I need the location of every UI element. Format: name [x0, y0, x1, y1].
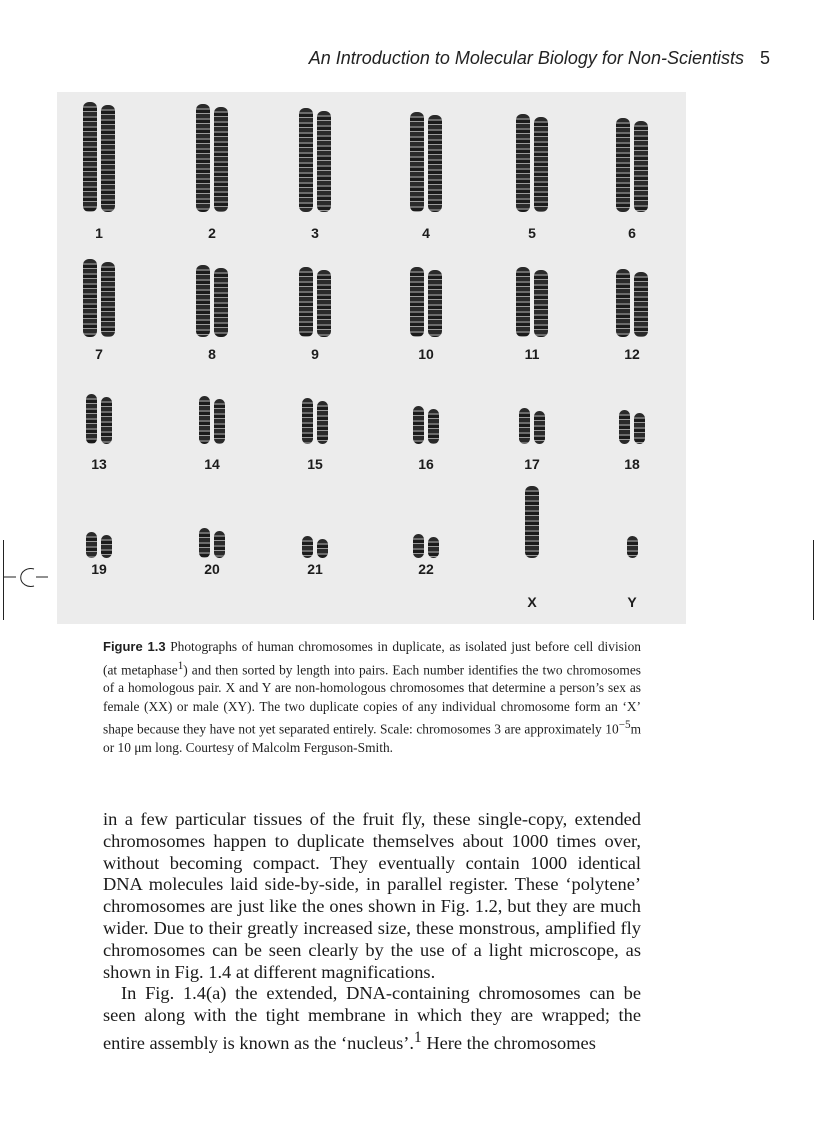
chromosome: [196, 265, 210, 337]
chromosome: [317, 539, 328, 558]
paragraph-1: in a few particular tissues of the fruit fly, these single-copy, extended chromosomes happen to duplicate themselves about 1000 times over, without becoming compact. They eventually contain 1000 identical DNA molecules laid side-by-side, in parallel register. These ‘polytene’ chromosomes are just like the ones shown in Fig. 1.2, but they are much wider. Due to their greatly increased size, these monstrous, amplified fly chromosomes can be seen clearly by the use of a light microscope, as shown in Fig. 1.4 at different magnifications.: [103, 809, 641, 982]
chromosome-label: 3: [311, 225, 319, 241]
chromosome-label: 12: [624, 346, 640, 362]
chromosome: [83, 102, 97, 212]
chromosome: [410, 112, 424, 212]
chromosome-pair-10: [406, 267, 446, 337]
chromosome: [299, 267, 313, 337]
registration-mark-icon: [0, 564, 50, 594]
chromosome-label: 7: [95, 346, 103, 362]
chromosome-pair-3: [295, 108, 335, 212]
chromosome: [516, 267, 530, 337]
chromosome: [214, 531, 225, 558]
chromosome: [302, 398, 313, 444]
chromosome: [428, 537, 439, 558]
paragraph-2-text-b: Here the chromosomes: [421, 1033, 596, 1054]
chromosome: [101, 105, 115, 212]
chromosome: [83, 259, 97, 337]
chromosome: [199, 396, 210, 444]
chromosome-pair-11: [512, 267, 552, 337]
chromosome-pair-5: [512, 114, 552, 212]
chromosome-label: 13: [91, 456, 107, 472]
chromosome-pair-16: [406, 406, 446, 444]
chromosome: [101, 535, 112, 558]
chromosome: [86, 394, 97, 444]
chromosome: [534, 270, 548, 337]
chromosome-pair-15: [295, 398, 335, 444]
chromosome-label: 14: [204, 456, 220, 472]
chromosome-label: 6: [628, 225, 636, 241]
chromosome: [634, 272, 648, 337]
chromosome-pair-14: [192, 396, 232, 444]
chromosome: [428, 409, 439, 444]
chromosome: [634, 413, 645, 444]
chromosome-label: 9: [311, 346, 319, 362]
chromosome: [519, 408, 530, 444]
caption-text-1: Photographs of human chromosomes in duplicate, as isolated just before cell division (at metaphase: [103, 639, 641, 677]
chromosome-pair-6: [612, 118, 652, 212]
caption-exponent: −5: [618, 719, 631, 732]
chromosome-pair-X: [512, 486, 552, 558]
chromosome: [299, 108, 313, 212]
chromosome-label: 22: [418, 561, 434, 577]
chromosome: [86, 532, 97, 558]
chromosome: [317, 270, 331, 337]
chromosome-label: 11: [524, 346, 540, 362]
chromosome-label: 5: [528, 225, 536, 241]
chromosome: [616, 269, 630, 337]
chromosome: [428, 270, 442, 337]
chromosome-label: Y: [627, 594, 637, 610]
figure-caption-label: Figure 1.3: [103, 639, 166, 654]
chromosome: [101, 262, 115, 337]
chromosome-pair-13: [79, 394, 119, 444]
chromosome-pair-21: [295, 536, 335, 558]
chromosome: [101, 397, 112, 444]
chromosome: [525, 486, 539, 558]
chromosome-label: 19: [91, 561, 107, 577]
chromosome-pair-4: [406, 112, 446, 212]
chromosome: [214, 268, 228, 337]
chromosome: [619, 410, 630, 444]
chromosome: [214, 107, 228, 212]
chromosome-label: 2: [208, 225, 216, 241]
chromosome: [428, 115, 442, 212]
figure-caption: [103, 638, 641, 758]
chromosome: [317, 401, 328, 444]
caption-text-2: ) and then sorted by length into pairs. Each number identifies the two chromosomes of a homologous pair. X and Y are non-homologous chromosomes that determine a person’s sex as female (XX) or male (XY). The two duplicate copies of any individual chromosome form an ‘X’ shape because they have not yet separated entirely. Scale: chromosomes 3 are approximately 10: [103, 661, 642, 737]
chromosome-label: 18: [624, 456, 640, 472]
chromosome-label: 1: [95, 225, 103, 241]
chromosome-karyotype-figure: [57, 92, 686, 624]
chromosome-pair-9: [295, 267, 335, 337]
caption-text-3: m or 10 μm long. Courtesy of Malcolm Ferguson-Smith.: [103, 721, 641, 756]
chromosome-label: 15: [307, 456, 323, 472]
chromosome-label: 20: [204, 561, 220, 577]
chromosome-pair-1: [79, 102, 119, 212]
right-margin-rule: [813, 540, 814, 620]
chromosome-pair-22: [406, 534, 446, 558]
paragraph-2-footnote-ref: 1: [414, 1028, 422, 1046]
body-text: [103, 809, 641, 1055]
paragraph-2: [103, 983, 641, 1055]
caption-footnote-ref: 1: [177, 659, 184, 672]
page-number: 5: [759, 48, 770, 68]
chromosome: [627, 536, 638, 558]
chromosome-label: 21: [307, 561, 323, 577]
chromosome: [196, 104, 210, 212]
chromosome-pair-7: [79, 259, 119, 337]
chromosome-label: 17: [524, 456, 540, 472]
chromosome: [516, 114, 530, 212]
chromosome-label: 10: [418, 346, 434, 362]
chromosome-label: 8: [208, 346, 216, 362]
running-title: An Introduction to Molecular Biology for Non-Scientists: [308, 48, 744, 68]
chromosome: [413, 534, 424, 558]
chromosome-label: 4: [422, 225, 430, 241]
running-head: [200, 48, 770, 69]
chromosome: [410, 267, 424, 337]
chromosome-pair-17: [512, 408, 552, 444]
chromosome: [214, 399, 225, 444]
chromosome-pair-19: [79, 532, 119, 558]
paragraph-2-text-a: In Fig. 1.4(a) the extended, DNA-containing chromosomes can be seen along with the tight membrane in which they are wrapped; the entire assembly is known as the ‘nucleus’.: [103, 983, 641, 1054]
chromosome: [317, 111, 331, 212]
chromosome-pair-12: [612, 269, 652, 337]
chromosome: [413, 406, 424, 444]
chromosome-pair-18: [612, 410, 652, 444]
chromosome-label: X: [527, 594, 537, 610]
chromosome-label: 16: [418, 456, 434, 472]
chromosome: [534, 117, 548, 212]
chromosome: [534, 411, 545, 444]
chromosome-pair-8: [192, 265, 232, 337]
chromosome: [634, 121, 648, 212]
chromosome: [302, 536, 313, 558]
chromosome-pair-Y: [612, 536, 652, 558]
chromosome: [616, 118, 630, 212]
chromosome-pair-2: [192, 104, 232, 212]
chromosome-pair-20: [192, 528, 232, 558]
chromosome: [199, 528, 210, 558]
